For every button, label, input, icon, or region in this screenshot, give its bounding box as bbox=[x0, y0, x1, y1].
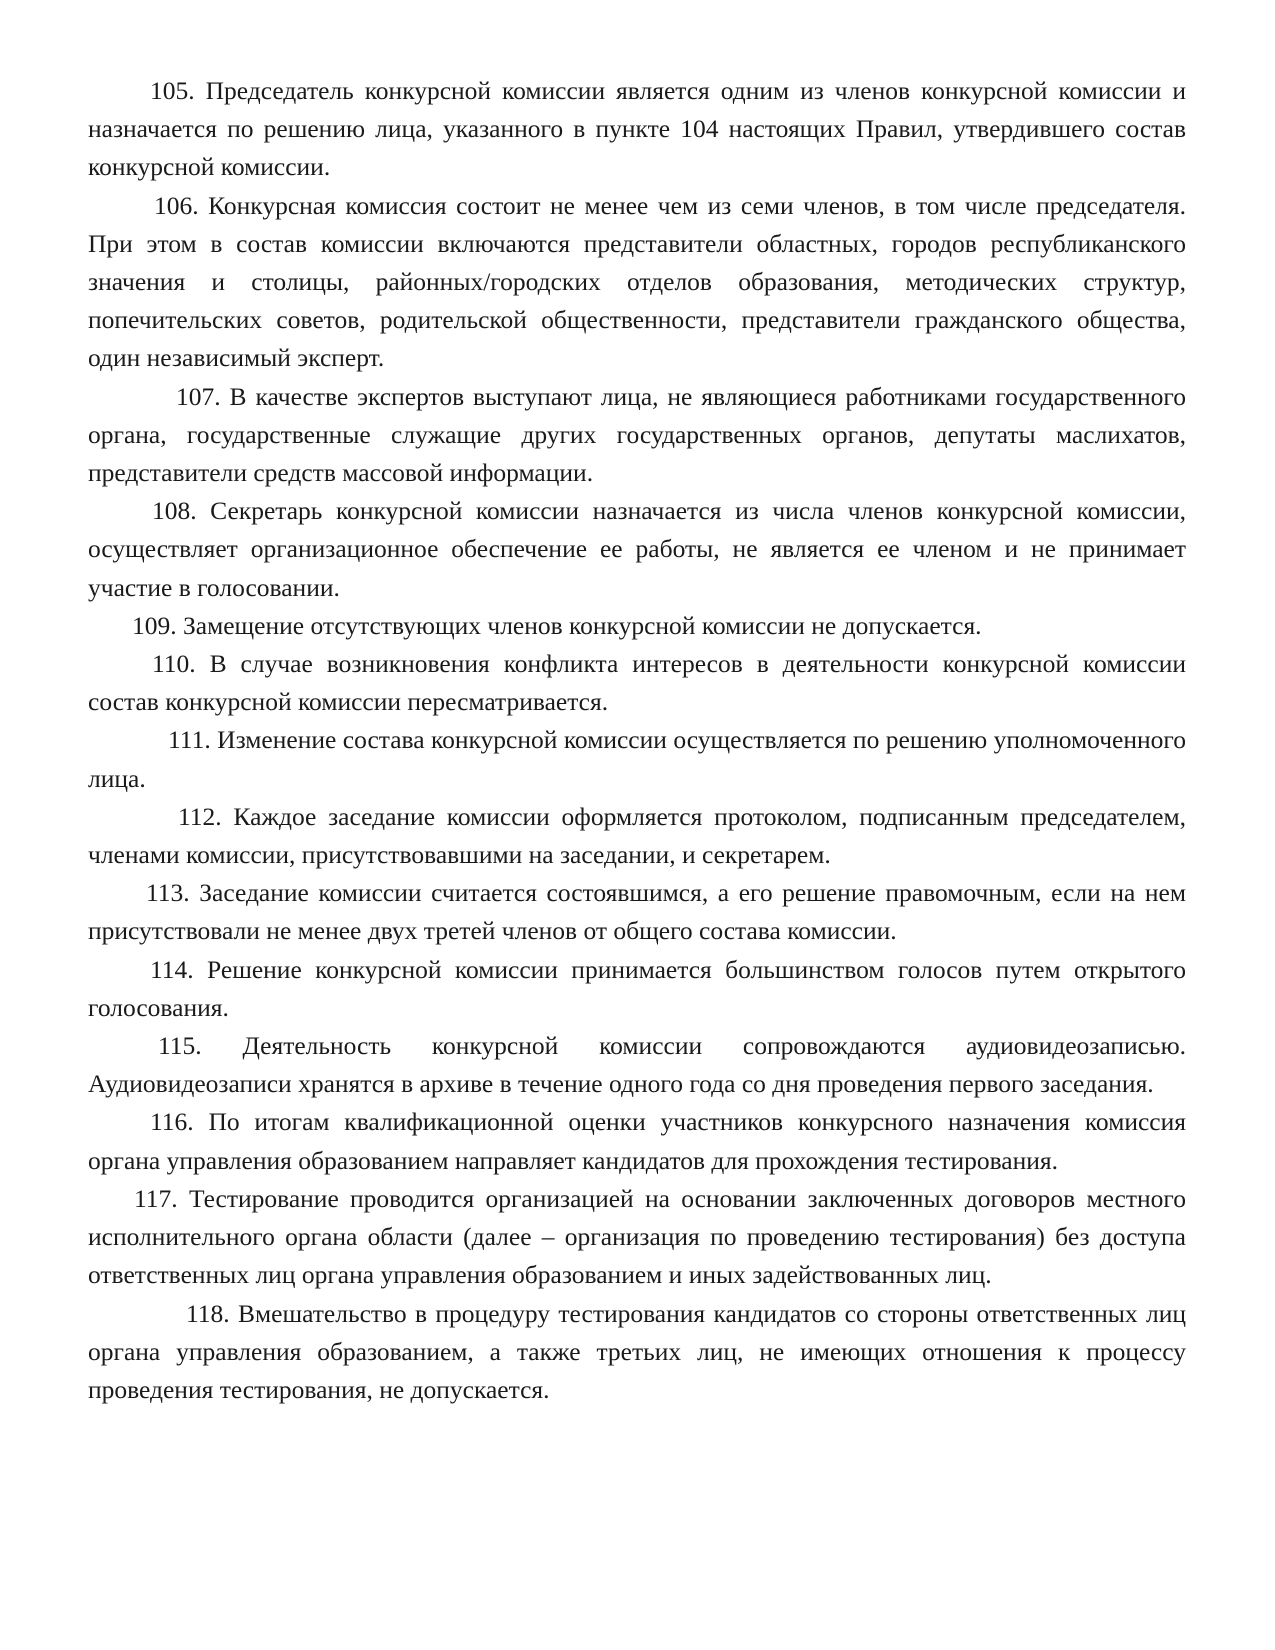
paragraph-110: 110. В случае возникновения конфликта интересов в деятельности конкурсной комиссии состав конкурсной комиссии пересматривается. bbox=[88, 649, 1186, 717]
paragraph-107: 107. В качестве экспертов выступают лица, не являющиеся работниками государственного органа, государственные служащие других государственных органов, депутаты маслихатов, представители средств массовой информации. bbox=[88, 381, 1186, 488]
paragraph-115: 115. Деятельность конкурсной комиссии сопровождаются аудиовидеозаписью. Аудиовидеозаписи хранятся в архиве в течение одного года со дня проведения первого заседания. bbox=[88, 1031, 1186, 1099]
paragraph-113: 113. Заседание комиссии считается состоявшимся, а его решение правомочным, если на нем присутствовали не менее двух третей членов от общего состава комиссии. bbox=[88, 878, 1186, 946]
paragraph-109: 109. Замещение отсутствующих членов конкурсной комиссии не допускается. bbox=[132, 610, 982, 640]
paragraph-106: 106. Конкурсная комиссия состоит не менее чем из семи членов, в том числе председателя. При этом в состав комиссии включаются представители областных, городов республиканского значения и столицы, районных/городских отделов образования, методических структур, попечительских советов, родительской общественности, представители гражданского общества, один независимый эксперт. bbox=[88, 190, 1186, 373]
paragraph-108: 108. Секретарь конкурсной комиссии назначается из числа членов конкурсной комиссии, осуществляет организационное обеспечение ее работы, не является ее членом и не принимает участие в голосовании. bbox=[88, 496, 1186, 602]
paragraph-111: 111. Изменение состава конкурсной комиссии осуществляется по решению уполномоченного лица. bbox=[88, 725, 1186, 793]
paragraph-112: 112. Каждое заседание комиссии оформляется протоколом, подписанным председателем, членами комиссии, присутствовавшими на заседании, и секретарем. bbox=[88, 801, 1186, 870]
paragraph-114: 114. Решение конкурсной комиссии принимается большинством голосов путем открытого голосования. bbox=[88, 954, 1186, 1022]
paragraph-116: 116. По итогам квалификационной оценки участников конкурсного назначения комиссия органа управления образованием направляет кандидатов для прохождения тестирования. bbox=[88, 1107, 1186, 1175]
paragraph-118: 118. Вмешательство в процедуру тестирования кандидатов со стороны ответственных лиц органа управления образованием, а также третьих лиц, не имеющих отношения к процессу проведения тестирования, не допускается. bbox=[88, 1298, 1186, 1404]
paragraph-117: 117. Тестирование проводится организацией на основании заключенных договоров местного исполнительного органа области (далее – организация по проведению тестирования) без доступа ответственных лиц органа управления образованием и иных задействованных лиц. bbox=[88, 1183, 1186, 1290]
document-body bbox=[88, 72, 1186, 1409]
paragraph-105: 105. Председатель конкурсной комиссии является одним из членов конкурсной комиссии и назначается по решению лица, указанного в пункте 104 настоящих Правил, утвердившего состав конкурсной комиссии. bbox=[88, 76, 1186, 182]
